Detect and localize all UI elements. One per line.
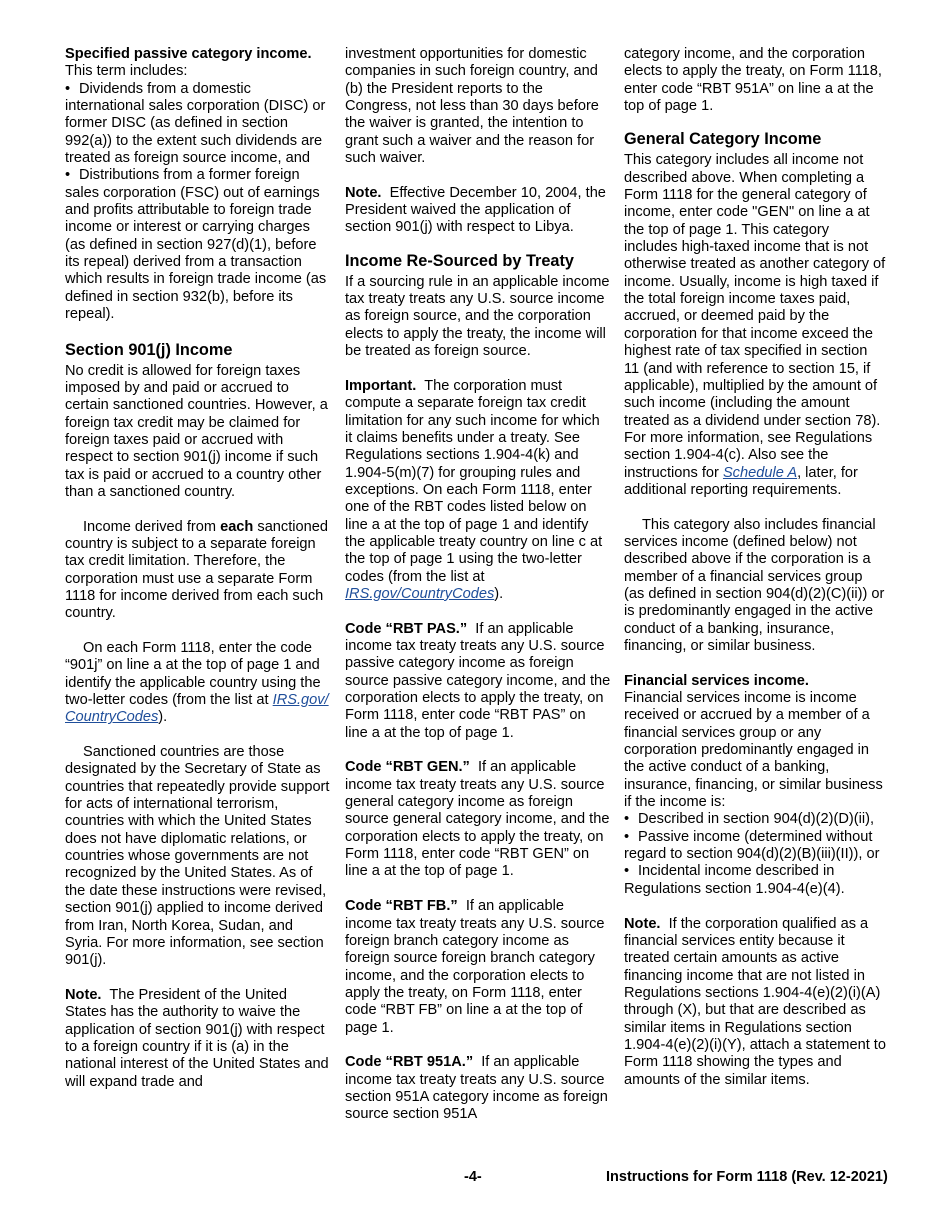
paragraph: No credit is allowed for foreign taxes imposed by and paid or accrued to certain sanctioned countries. However, a foreign tax credit may be claimed for foreign taxes paid or accrued with respect to section 901(j) income if such tax is paid or accrued to a country other than a sanctioned country. bbox=[65, 362, 328, 500]
paragraph bbox=[65, 640, 331, 727]
bullet-text: Described in section 904(d)(2)(D)(ii), bbox=[638, 811, 875, 828]
bullet-text: Dividends from a domestic international sales corporation (DISC) or former DISC (as defined in section 992(a)) to the extent such dividends are treated as foreign source income, and bbox=[65, 80, 326, 167]
paragraph-text: On each Form 1118, enter the code “901j” on line a at the top of page 1 and identify the applicable country using the two-letter codes (from the list at bbox=[65, 640, 321, 709]
code-label: Code “RBT PAS.” bbox=[345, 620, 468, 637]
bullet-item bbox=[65, 167, 331, 323]
note-label: Note. bbox=[65, 986, 102, 1003]
schedule-a-link[interactable]: Schedule A bbox=[722, 464, 798, 481]
column-middle bbox=[345, 46, 611, 1124]
general-category-heading: General Category Income bbox=[624, 130, 822, 149]
code-rbt-gen-paragraph bbox=[345, 759, 611, 880]
code-label: Code “RBT 951A.” bbox=[345, 1054, 474, 1071]
section-901j-heading: Section 901(j) Income bbox=[65, 340, 233, 359]
paragraph: investment opportunities for domestic companies in such foreign country, and (b) the President reports to the Congress, not less than 30 days before the waiver is granted, the intention to grant such a waiver and the reason for such waiver. bbox=[345, 46, 599, 167]
paragraph bbox=[624, 152, 886, 499]
paragraph-text: If an applicable income tax treaty treats any U.S. source passive category income as foreign source passive category income, and the corporation elects to apply the treaty, on Form 1118, enter code “RBT PAS” on line a at the top of page 1. bbox=[345, 620, 611, 741]
note-paragraph bbox=[345, 185, 611, 237]
paragraph-text: , later, for additional reporting requirements. bbox=[624, 464, 858, 498]
financial-services-paragraph bbox=[624, 673, 886, 812]
paragraph-text: If an applicable income tax treaty treats any U.S. source section 951A category income as foreign source section 951A bbox=[345, 1054, 608, 1123]
note-paragraph bbox=[65, 987, 331, 1091]
code-rbt-fb-paragraph bbox=[345, 898, 611, 1037]
specified-passive-heading: Specified passive category income. bbox=[65, 46, 312, 62]
code-label: Code “RBT GEN.” bbox=[345, 759, 470, 776]
paragraph: category income, and the corporation elects to apply the treaty, on Form 1118, enter code “RBT 951A” on line a at the top of page 1. bbox=[624, 46, 882, 115]
paragraph: Sanctioned countries are those designated by the Secretary of State as countries that repeatedly provide support for acts of international terrorism, countries with which the United States does not have diplomatic relations, or countries whose governments are not recognized by the United States. As of the date these instructions were revised, section 901(j) applied to income derived from Iran, North Korea, Sudan, and Syria. For more information, see section 901(j). bbox=[65, 744, 330, 969]
paragraph-text: ). bbox=[494, 585, 504, 602]
important-label: Important. bbox=[345, 377, 417, 394]
code-rbt-951a-paragraph bbox=[345, 1054, 611, 1123]
bullet-icon: • bbox=[65, 80, 71, 97]
specified-passive-paragraph bbox=[65, 46, 331, 81]
form-reference: Instructions for Form 1118 (Rev. 12-2021) bbox=[606, 1169, 888, 1185]
country-codes-link[interactable]: IRS.gov/CountryCodes bbox=[345, 585, 495, 602]
paragraph-text: Income derived from bbox=[83, 518, 221, 535]
bullet-item bbox=[65, 81, 331, 168]
bullet-text: Distributions from a former foreign sales corporation (FSC) out of earnings and profits attributable to foreign trade income or interest or carrying charges (as defined in section 927(d)(1), before its repeal) derived from a transaction which results in foreign trade income (as defined in section 932(b), before its repeal). bbox=[65, 167, 327, 323]
country-codes-link[interactable]: IRS.gov/ CountryCodes bbox=[65, 692, 329, 726]
paragraph-text: The President of the United States has the authority to waive the application of section 901(j) with respect to a foreign country if it is (a) in the national interest of the United States and will expand trade and bbox=[65, 986, 329, 1090]
paragraph bbox=[65, 519, 331, 623]
paragraph-text: If an applicable income tax treaty treats any U.S. source foreign branch category income as foreign source foreign branch category income, and the corporation elects to apply the treaty, on Form 1118, enter code “RBT FB” on line a at the top of page 1. bbox=[345, 898, 605, 1036]
bullet-text: Passive income (determined without regard to section 904(d)(2)(B)(iii)(II)), or bbox=[624, 828, 880, 863]
note-paragraph bbox=[624, 916, 886, 1089]
bullet-icon: • bbox=[624, 811, 630, 828]
bullet-item bbox=[624, 863, 886, 898]
paragraph-text: The corporation must compute a separate foreign tax credit limitation for any such income for which it claims benefits under a treaty. See Regulations sections 1.904-4(k) and 1.904-5(m)(7) for grouping rules and exceptions. On each Form 1118, enter one of the RBT codes listed below on line a at the top of page 1 and identify the applicable treaty country on line c at the top of page 1 using the two-letter codes (from the list at bbox=[345, 377, 603, 585]
bullet-icon: • bbox=[624, 828, 630, 845]
income-resourced-by-treaty-heading: Income Re-Sourced by Treaty bbox=[345, 251, 574, 270]
paragraph-text: If an applicable income tax treaty treats any U.S. source general category income as foreign source general category income, and the corporation elects to apply the treaty, on Form 1118, enter code “RBT GEN” on line a at the top of page 1. bbox=[345, 759, 610, 880]
bullet-text: Incidental income described in Regulations section 1.904-4(e)(4). bbox=[624, 863, 845, 897]
note-label: Note. bbox=[345, 184, 382, 201]
paragraph-text: If the corporation qualified as a financial services entity because it treated certain amounts as active financing income that are not listed in Regulations sections 1.904-4(e)(2)(i)(A) through (X), but that are described as similar items in Regulations section 1.904-4(e)(2)(i)(Y), attach a statement to Form 1118 showing the types and amounts of the similar items. bbox=[624, 915, 886, 1088]
code-rbt-pas-paragraph bbox=[345, 621, 611, 742]
bullet-item bbox=[624, 811, 886, 828]
paragraph-text: This term includes: bbox=[65, 63, 188, 80]
paragraph: If a sourcing rule in an applicable income tax treaty treats any U.S. source income as foreign source, and the corporation elects to apply the treaty, the income will be treated as foreign source. bbox=[345, 273, 610, 360]
column-left bbox=[65, 46, 331, 1091]
paragraph-text: ). bbox=[158, 709, 168, 726]
bullet-icon: • bbox=[624, 863, 630, 880]
paragraph-text: sanctioned country is subject to a separate foreign tax credit limitation. Therefore, the corporation must use a separate Form 1118 for income derived from each such country. bbox=[65, 518, 328, 622]
financial-services-heading: Financial services income. bbox=[624, 672, 809, 689]
bullet-item bbox=[624, 829, 886, 864]
paragraph-text: Financial services income is income received or accrued by a member of a financial services group or any corporation predominantly engaged in the active conduct of a banking, insurance, financing, or similar business if the income is: bbox=[624, 690, 883, 811]
emphasis-text: each bbox=[220, 518, 254, 535]
important-paragraph bbox=[345, 378, 611, 603]
page-number: -4- bbox=[464, 1169, 482, 1185]
paragraph: This category also includes financial services income (defined below) not described above if the corporation is a member of a financial services group (as defined in section 904(d)(2)(C)(ii)) or is predominantly engaged in the active conduct of a banking, insurance, financing, or similar business. bbox=[624, 516, 885, 654]
note-label: Note. bbox=[624, 915, 661, 932]
code-label: Code “RBT FB.” bbox=[345, 898, 458, 915]
bullet-icon: • bbox=[65, 167, 71, 184]
column-right bbox=[624, 46, 886, 1089]
paragraph-text: Effective December 10, 2004, the President waived the application of section 901(j) with respect to Libya. bbox=[345, 184, 606, 236]
paragraph-text: This category includes all income not described above. When completing a Form 1118 for the general category of income, enter code "GEN" on line a at the top of page 1. This category includes high-taxed income that is not otherwise treated as another category of income. Usually, income is high taxed if the total foreign income taxes paid, accrued, or deemed paid by the corporation for that income exceed the highest rate of tax specified in section 11 (and with reference to section 15, if applicable), multiplied by the amount of such income (including the amount treated as a dividend under section 78). For more information, see Regulations section 1.904-4(c). Also see the instructions for bbox=[624, 152, 886, 481]
